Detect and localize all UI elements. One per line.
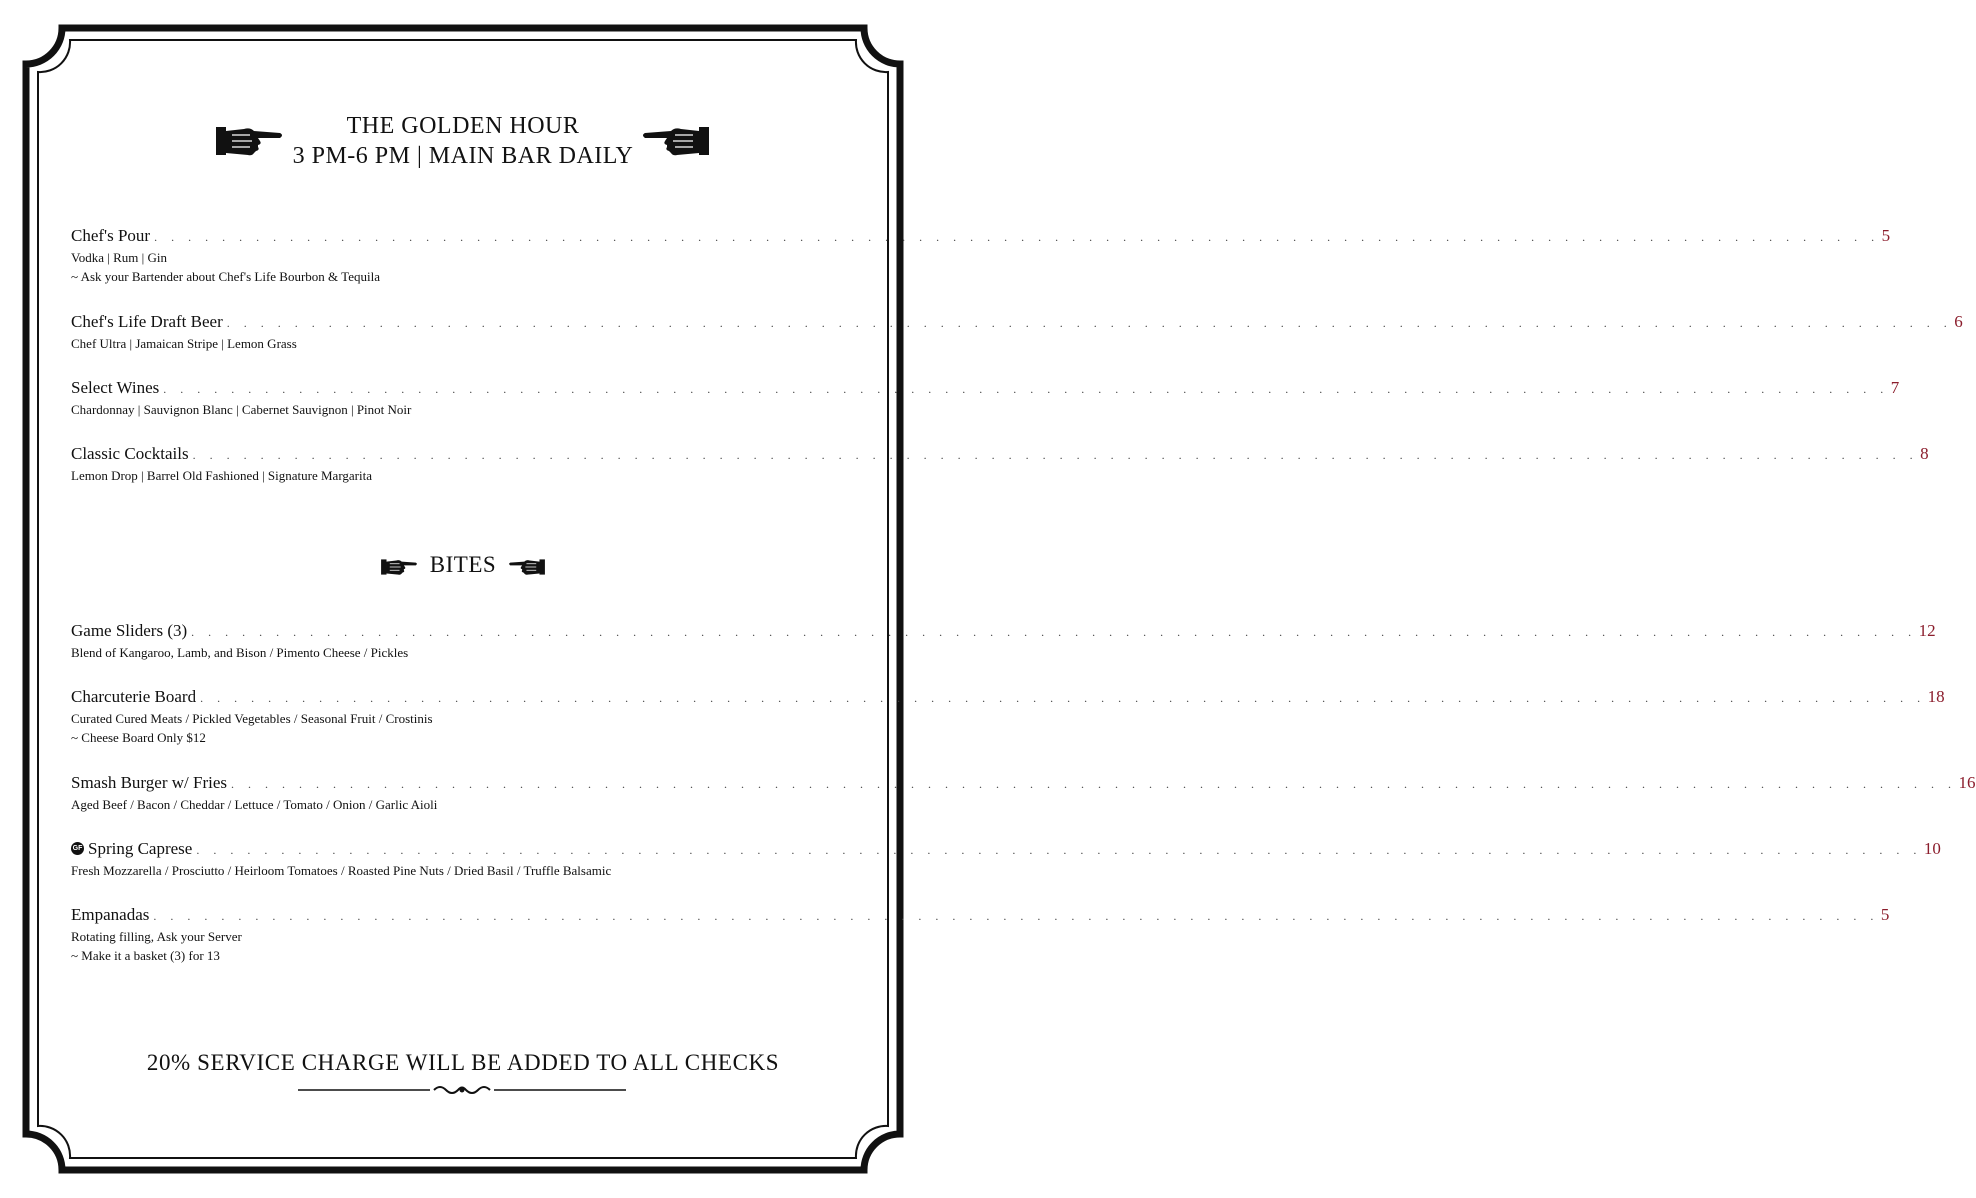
item-name: Classic Cocktails xyxy=(71,444,189,463)
dot-leader: . . . . . . . . . . . . . . . . . . . . . . . . . . . . . . . . . . . . . . . . . . . . . . . . . . . . . . . . . . . . . . . . . . . . . . . . . . . . . . . . . . . . . . . . . . . . . . . . . . . . . . xyxy=(154,230,1880,244)
item-name: Chef's Life Draft Beer xyxy=(71,312,223,331)
item-price: 12 xyxy=(1918,621,1936,640)
item-name: Chef's Pour xyxy=(71,226,151,245)
item-name-text: Spring Caprese xyxy=(88,839,193,858)
menu-item xyxy=(71,378,1900,419)
item-description: Curated Cured Meats / Pickled Vegetables / Seasonal Fruit / Crostinis xyxy=(71,711,433,726)
item-price: 18 xyxy=(1927,687,1945,706)
gf-badge-icon: GF xyxy=(71,842,84,855)
dot-leader: . . . . . . . . . . . . . . . . . . . . . . . . . . . . . . . . . . . . . . . . . . . . . . . . . . . . . . . . . . . . . . . . . . . . . . . . . . . . . . . . . . . . . . . . . . . . . . . . . . . . . . xyxy=(226,316,1953,330)
menu-item xyxy=(71,687,1945,747)
menu-item xyxy=(71,905,1890,965)
menu-title: THE GOLDEN HOUR xyxy=(346,113,580,139)
item-note: ~ Cheese Board Only $12 xyxy=(71,730,206,745)
dot-leader: . . . . . . . . . . . . . . . . . . . . . . . . . . . . . . . . . . . . . . . . . . . . . . . . . . . . . . . . . . . . . . . . . . . . . . . . . . . . . . . . . . . . . . . . . . . . . . . . . . . . . . xyxy=(192,448,1919,462)
menu-border-frame xyxy=(0,0,926,1198)
service-charge-notice: 20% SERVICE CHARGE WILL BE ADDED TO ALL CHECKS xyxy=(146,1050,780,1075)
item-description: Rotating filling, Ask your Server xyxy=(71,929,242,944)
item-price: 10 xyxy=(1923,839,1941,858)
item-description: Aged Beef / Bacon / Cheddar / Lettuce / Tomato / Onion / Garlic Aioli xyxy=(71,797,438,812)
item-name: Select Wines xyxy=(71,378,160,397)
item-price: 8 xyxy=(1920,444,1929,463)
item-description: Chef Ultra | Jamaican Stripe | Lemon Grass xyxy=(71,336,297,351)
item-note: ~ Make it a basket (3) for 13 xyxy=(71,948,220,963)
pointing-hand-right-icon xyxy=(380,556,418,578)
item-description: Blend of Kangaroo, Lamb, and Bison / Pimento Cheese / Pickles xyxy=(71,645,409,660)
menu-item xyxy=(71,621,1936,662)
item-name: Game Sliders (3) xyxy=(71,621,188,640)
pointing-hand-left-icon xyxy=(508,556,546,578)
item-description: Fresh Mozzarella / Prosciutto / Heirloom Tomatoes / Roasted Pine Nuts / Dried Basil / Truffle Balsamic xyxy=(71,863,612,878)
ornament-divider-icon xyxy=(298,1082,626,1098)
item-price: 5 xyxy=(1880,905,1890,924)
item-price: 16 xyxy=(1958,773,1976,792)
bites-title: BITES xyxy=(429,552,497,577)
dot-leader: . . . . . . . . . . . . . . . . . . . . . . . . . . . . . . . . . . . . . . . . . . . . . . . . . . . . . . . . . . . . . . . . . . . . . . . . . . . . . . . . . . . . . . . . . . . . . . . . . . . . . . xyxy=(153,909,1879,923)
dot-leader: . . . . . . . . . . . . . . . . . . . . . . . . . . . . . . . . . . . . . . . . . . . . . . . . . . . . . . . . . . . . . . . . . . . . . . . . . . . . . . . . . . . . . . . . . . . . . . . . . . . . . . xyxy=(191,625,1917,639)
item-price: 5 xyxy=(1881,226,1891,245)
menu-header xyxy=(0,111,926,171)
item-description: Vodka | Rum | Gin xyxy=(71,250,167,265)
menu-item xyxy=(71,839,1941,880)
item-description: Chardonnay | Sauvignon Blanc | Cabernet Sauvignon | Pinot Noir xyxy=(71,402,412,417)
dot-leader: . . . . . . . . . . . . . . . . . . . . . . . . . . . . . . . . . . . . . . . . . . . . . . . . . . . . . . . . . . . . . . . . . . . . . . . . . . . . . . . . . . . . . . . . . . . . . . . . . . . . . . xyxy=(200,691,1926,705)
item-name: Charcuterie Board xyxy=(71,687,197,706)
menu-item xyxy=(71,226,1891,286)
dot-leader: . . . . . . . . . . . . . . . . . . . . . . . . . . . . . . . . . . . . . . . . . . . . . . . . . . . . . . . . . . . . . . . . . . . . . . . . . . . . . . . . . . . . . . . . . . . . . . . . . . . . . . xyxy=(231,777,1957,791)
item-name: Empanadas xyxy=(71,905,150,924)
menu-item xyxy=(71,773,1976,814)
menu-item xyxy=(71,312,1963,353)
dot-leader: . . . . . . . . . . . . . . . . . . . . . . . . . . . . . . . . . . . . . . . . . . . . . . . . . . . . . . . . . . . . . . . . . . . . . . . . . . . . . . . . . . . . . . . . . . . . . . . . . . . . . . xyxy=(196,843,1922,857)
item-note: ~ Ask your Bartender about Chef's Life Bourbon & Tequila xyxy=(71,269,380,284)
menu-hours: 3 PM-6 PM | MAIN BAR DAILY xyxy=(292,143,634,169)
dot-leader: . . . . . . . . . . . . . . . . . . . . . . . . . . . . . . . . . . . . . . . . . . . . . . . . . . . . . . . . . . . . . . . . . . . . . . . . . . . . . . . . . . . . . . . . . . . . . . . . . . . . . . xyxy=(163,382,1889,396)
item-description: Lemon Drop | Barrel Old Fashioned | Signature Margarita xyxy=(71,468,373,483)
menu-item xyxy=(71,444,1929,485)
item-price: 6 xyxy=(1954,312,1963,331)
item-price: 7 xyxy=(1890,378,1900,397)
item-name: Smash Burger w/ Fries xyxy=(71,773,227,792)
bites-heading xyxy=(0,552,926,578)
item-name xyxy=(71,839,192,859)
